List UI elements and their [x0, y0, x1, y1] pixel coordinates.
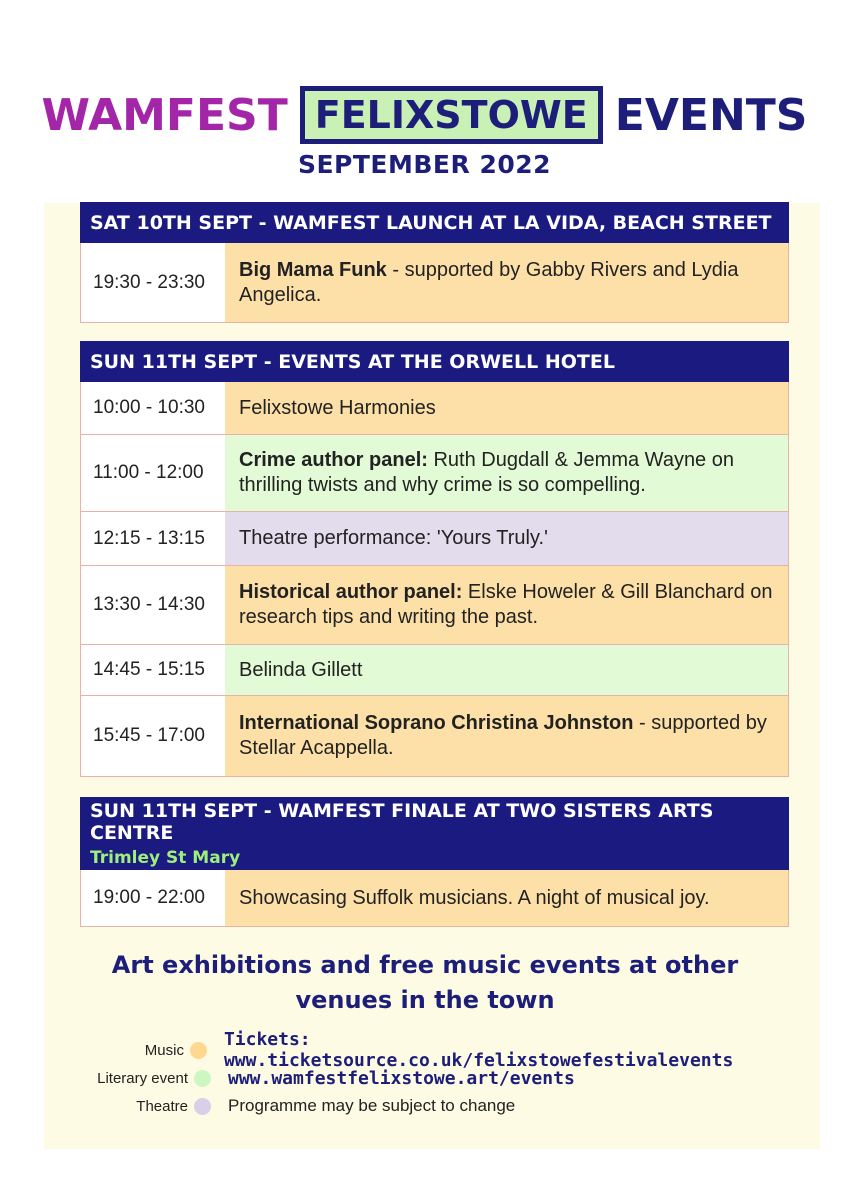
- literary-dot-icon: [194, 1070, 211, 1087]
- section-heading: SAT 10TH SEPT - WAMFEST LAUNCH AT LA VIDA, BEACH STREET: [80, 202, 789, 243]
- event-description: [225, 645, 788, 695]
- legend: [70, 1029, 810, 1120]
- legend-label: Music: [144, 1041, 184, 1059]
- legend-label: Literary event: [97, 1069, 188, 1087]
- event-time: 19:00 - 22:00: [93, 887, 205, 908]
- legend-row-theatre: [70, 1092, 810, 1120]
- section-heading-text: SUN 11TH SEPT - WAMFEST FINALE AT TWO SISTERS ARTS CENTRE: [90, 799, 714, 844]
- event-text: Showcasing Suffolk musicians. A night of musical joy.: [239, 886, 710, 909]
- event-time: 13:30 - 14:30: [93, 594, 205, 615]
- event-text: - supported by Stellar Acappella.: [239, 712, 767, 759]
- legend-row-music: [70, 1029, 810, 1071]
- event-description: [225, 870, 788, 926]
- event-time: 19:30 - 23:30: [93, 271, 205, 293]
- event-row: [80, 696, 789, 777]
- event-description: [225, 435, 788, 511]
- section-sun-orwell: [80, 341, 789, 777]
- event-description: [225, 566, 788, 644]
- month-heading: SEPTEMBER 2022: [297, 150, 552, 179]
- event-title-bold: Crime author panel:: [239, 449, 428, 471]
- section-sat-launch: [80, 202, 789, 323]
- event-text: Elske Howeler & Gill Blanchard on research tips and writing the past.: [239, 581, 773, 628]
- event-row: [80, 382, 789, 435]
- event-time: 11:00 - 12:00: [93, 462, 204, 483]
- tickets-link[interactable]: Tickets: www.ticketsource.co.uk/felixstowefestivalevents: [223, 1029, 734, 1071]
- events-website-link[interactable]: www.wamfestfelixstowe.art/events: [228, 1067, 575, 1089]
- event-row: [80, 512, 789, 566]
- event-title-bold: Big Mama Funk: [239, 258, 387, 281]
- poster-title: [0, 80, 849, 150]
- music-dot-icon: [190, 1042, 207, 1059]
- event-text: Ruth Dugdall & Jemma Wayne on thrilling twists and why crime is so compelling.: [239, 449, 734, 496]
- event-description: [225, 382, 788, 434]
- art-exhibitions-note: Art exhibitions and free music events at other venues in the town: [111, 951, 739, 1014]
- event-time: 15:45 - 17:00: [93, 725, 205, 746]
- section-sun-finale: [80, 797, 789, 927]
- section-heading: SUN 11TH SEPT - EVENTS AT THE ORWELL HOTEL: [80, 341, 789, 382]
- event-row: [80, 566, 789, 645]
- event-row: [80, 870, 789, 927]
- event-time: 12:15 - 13:15: [93, 527, 205, 549]
- event-time: 10:00 - 10:30: [93, 397, 205, 418]
- event-text: Theatre performance: 'Yours Truly.': [239, 527, 548, 549]
- event-text: Belinda Gillett: [239, 658, 363, 681]
- event-time: 14:45 - 15:15: [93, 659, 205, 680]
- event-text: Felixstowe Harmonies: [239, 396, 436, 419]
- event-title-bold: International Soprano Christina Johnston: [239, 712, 634, 734]
- title-felixstowe: FELIXSTOWE: [300, 86, 603, 144]
- title-wamfest: WAMFEST: [41, 89, 288, 141]
- title-events: EVENTS: [614, 89, 808, 141]
- section-heading: [80, 797, 789, 870]
- theatre-dot-icon: [194, 1098, 211, 1115]
- event-text: - supported by Gabby Rivers and Lydia Angelica.: [239, 258, 739, 306]
- event-description: [225, 512, 788, 565]
- legend-label: Theatre: [136, 1097, 188, 1115]
- event-description: [225, 696, 788, 776]
- event-row: [80, 645, 789, 696]
- event-row: [80, 435, 789, 512]
- event-description: [225, 243, 788, 322]
- programme-disclaimer: Programme may be subject to change: [228, 1096, 516, 1115]
- event-row: [80, 243, 789, 323]
- event-title-bold: Historical author panel:: [239, 581, 463, 603]
- section-subheading: Trimley St Mary: [90, 847, 241, 868]
